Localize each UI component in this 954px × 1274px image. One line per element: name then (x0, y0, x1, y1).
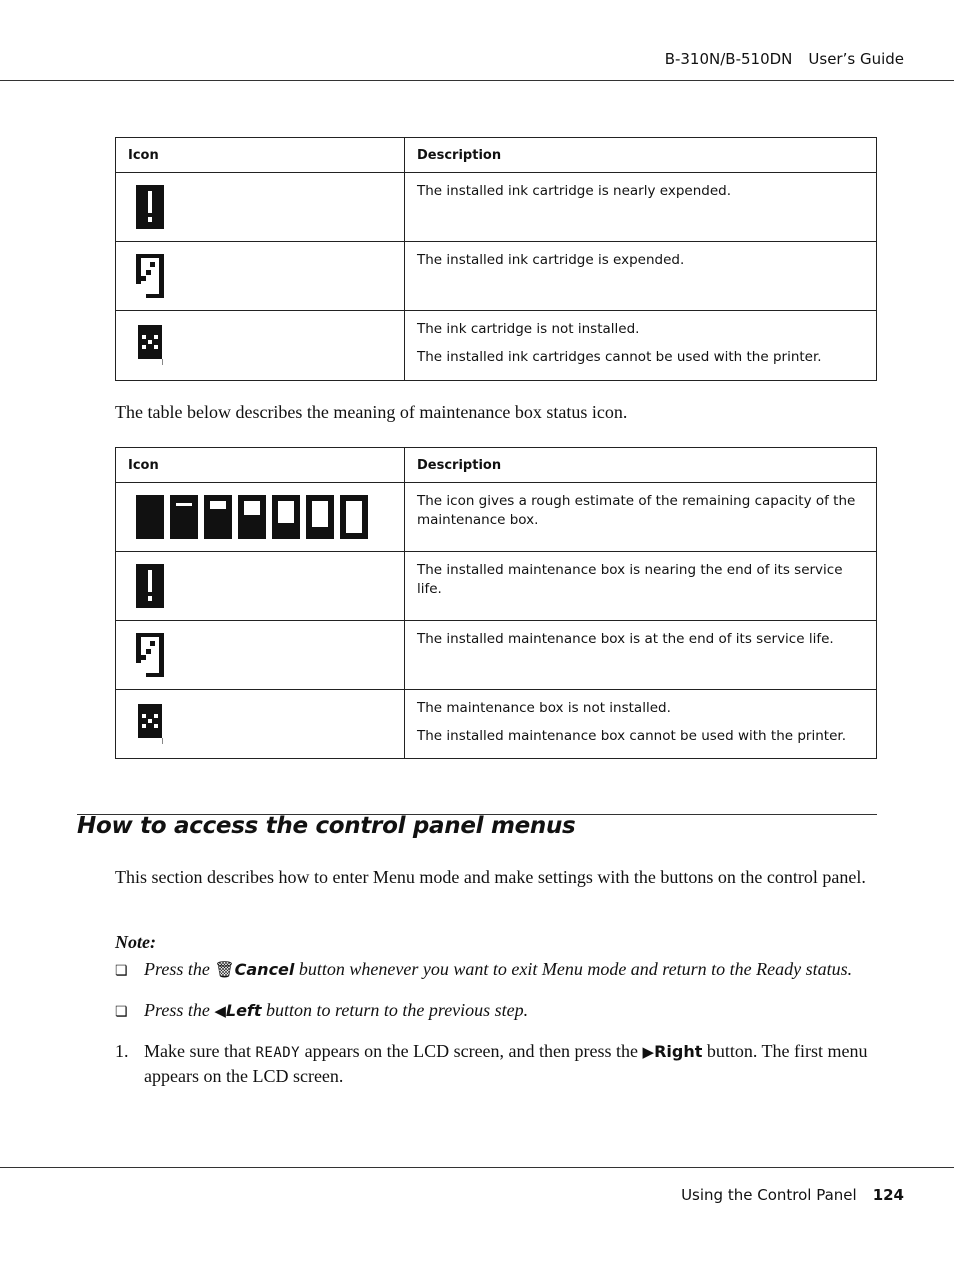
description-text: The installed maintenance box is nearing the end of its service life. (417, 562, 843, 597)
step-number: 1. (115, 1041, 129, 1061)
step-text: button. The first menu appears on the LCD screen. (144, 1041, 868, 1086)
table-row (116, 621, 877, 690)
description-text: The maintenance box is not installed. (417, 700, 671, 716)
description-text: The installed ink cartridges cannot be used with the printer. (417, 349, 822, 365)
expended-icon (136, 633, 164, 677)
section-title: How to access the control panel menus (77, 813, 576, 839)
icon-cell (116, 242, 405, 311)
note-text: button whenever you want to exit Menu mode and return to the Ready status. (298, 959, 853, 979)
description-text: The installed ink cartridge is expended. (417, 252, 685, 268)
step-item (115, 1040, 885, 1088)
description-cell (405, 690, 877, 759)
expended-icon (136, 254, 164, 298)
right-arrow-icon: ▶ (642, 1045, 655, 1061)
lcd-text: READY (255, 1045, 301, 1061)
description-cell (405, 311, 877, 381)
page-number: 124 (872, 1186, 904, 1204)
footer-rule (0, 1167, 954, 1168)
icon-cell (116, 483, 405, 552)
note-label: Note: (115, 932, 156, 952)
note-item (115, 958, 895, 983)
intro-paragraph: The table below describes the meaning of maintenance box status icon. (115, 402, 628, 422)
header-model: B-310N/B-510DN (664, 50, 793, 68)
table-row (116, 483, 877, 552)
icon-cell (116, 173, 405, 242)
step-text: Make sure that (144, 1041, 251, 1061)
description-text: The installed maintenance box cannot be used with the printer. (417, 728, 846, 744)
table-header-row (116, 448, 877, 483)
description-text: The installed ink cartridge is nearly expended. (417, 183, 731, 199)
table-row (116, 242, 877, 311)
step-text: appears on the LCD screen, and then press the (304, 1041, 639, 1061)
description-cell (405, 173, 877, 242)
table-row (116, 690, 877, 759)
maintenance-status-table (115, 447, 877, 759)
description-text: The ink cartridge is not installed. (417, 321, 640, 337)
description-text: The icon gives a rough estimate of the remaining capacity of the maintenance box. (417, 493, 856, 528)
col-header-description: Description (405, 138, 877, 173)
description-cell (405, 552, 877, 621)
description-text: The installed maintenance box is at the end of its service life. (417, 631, 834, 647)
footer-chapter: Using the Control Panel (681, 1186, 857, 1204)
icon-cell (116, 311, 405, 381)
table-row (116, 311, 877, 381)
description-cell (405, 483, 877, 552)
description-cell (405, 242, 877, 311)
page-footer (681, 1186, 904, 1204)
col-header-icon: Icon (116, 138, 405, 173)
description-cell (405, 621, 877, 690)
capacity-levels-icon (136, 495, 370, 539)
icon-cell (116, 690, 405, 759)
ink-status-table (115, 137, 877, 381)
not-installed-icon (136, 702, 164, 746)
cancel-button-label: Cancel (234, 960, 295, 979)
col-header-icon: Icon (116, 448, 405, 483)
header-guide: User’s Guide (808, 50, 904, 68)
table-row (116, 173, 877, 242)
left-button-label: Left (225, 1001, 262, 1020)
step-body (144, 1040, 885, 1088)
col-header-description: Description (405, 448, 877, 483)
note-text: Press the (144, 1000, 210, 1020)
left-arrow-icon: ◀ (214, 1004, 226, 1020)
header-rule (0, 80, 954, 81)
table-header-row (116, 138, 877, 173)
not-installed-icon (136, 323, 164, 367)
note-text: Press the (144, 959, 210, 979)
table-row (116, 552, 877, 621)
checkbox-bullet-icon: ❏ (115, 964, 128, 979)
right-button-label: Right (654, 1042, 703, 1061)
note-item (115, 999, 895, 1024)
note-text: button to return to the previous step. (266, 1000, 529, 1020)
exclamation-icon (136, 564, 164, 608)
icon-cell (116, 621, 405, 690)
cancel-icon: 🗑︎ (214, 962, 235, 979)
checkbox-bullet-icon: ❏ (115, 1005, 128, 1020)
page-header (665, 50, 904, 68)
exclamation-icon (136, 185, 164, 229)
section-intro: This section describes how to enter Menu mode and make settings with the buttons on the control panel. (115, 867, 866, 887)
icon-cell (116, 552, 405, 621)
